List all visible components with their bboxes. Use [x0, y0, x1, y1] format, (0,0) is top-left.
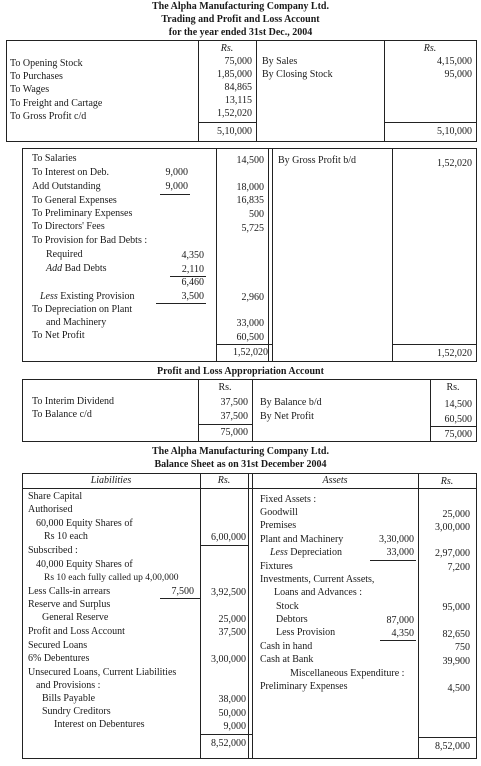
- head-rs-right: Rs.: [440, 476, 454, 487]
- pl-required-label: Required: [46, 249, 83, 260]
- asset-less-prov-inner: 4,350: [391, 628, 414, 639]
- pl-depreciation-label-2: and Machinery: [46, 317, 107, 328]
- asset-debtors-amount: 82,650: [442, 629, 470, 640]
- pl-preliminary-label: To Preliminary Expenses: [32, 208, 133, 219]
- asset-plant-inner: 3,30,000: [379, 534, 414, 545]
- account-period: for the year ended 31st Dec., 2004: [168, 27, 313, 38]
- asset-plant: Plant and Machinery: [260, 534, 344, 545]
- asset-fixtures-amount: 7,200: [447, 562, 470, 573]
- pl-required-inner: 4,350: [181, 250, 204, 261]
- pl-outstanding-label: Add Outstanding: [32, 181, 101, 192]
- appropriation-credit-label: By Net Profit: [260, 411, 314, 422]
- asset-prelim: Preliminary Expenses: [260, 681, 348, 692]
- asset-loans: Loans and Advances :: [274, 587, 363, 598]
- asset-prelim-amount: 4,500: [447, 683, 470, 694]
- liab-total: 8,52,000: [211, 738, 246, 749]
- asset-cash-hand: Cash in hand: [260, 641, 313, 652]
- appropriation-credit-amount: 60,500: [444, 414, 472, 425]
- trading-credit-label: By Sales: [262, 56, 298, 67]
- liab-creditors: Sundry Creditors: [42, 706, 111, 717]
- company-name: The Alpha Manufacturing Company Ltd.: [152, 1, 329, 12]
- trading-credit-amount: 4,15,000: [437, 56, 472, 67]
- liab-bills: Bills Payable: [42, 693, 96, 704]
- pl-outstanding-amount: 18,000: [236, 182, 264, 193]
- pl-depreciation-amount: 33,000: [236, 318, 264, 329]
- asset-cash-hand-amount: 750: [455, 642, 470, 653]
- liab-general-reserve: General Reserve: [42, 612, 109, 623]
- head-assets: Assets: [322, 475, 348, 486]
- liab-subscribed: Subscribed :: [28, 545, 78, 556]
- liab-unsecured-1: Unsecured Loans, Current Liabilities: [28, 667, 177, 678]
- liab-unsecured-2: and Provisions :: [36, 680, 101, 691]
- pl-general-amount: 16,835: [236, 195, 264, 206]
- appropriation-debit-amount: 37,500: [220, 397, 248, 408]
- appropriation-total-left: 75,000: [220, 427, 248, 438]
- pl-credit-amount: 1,52,020: [437, 158, 472, 169]
- appropriation-total-right: 75,000: [444, 429, 472, 440]
- liab-auth-amount: 6,00,000: [211, 532, 246, 543]
- account-title: Trading and Profit and Loss Account: [161, 14, 320, 25]
- pl-outstanding-inner: 9,000: [165, 181, 188, 192]
- appropriation-debit-label: To Interim Dividend: [32, 396, 115, 407]
- asset-premises: Premises: [260, 520, 297, 531]
- trading-credit-label: By Closing Stock: [262, 69, 333, 80]
- liab-authorised: Authorised: [28, 504, 73, 515]
- trading-debit-label: To Opening Stock: [10, 58, 83, 69]
- pl-directors-label: To Directors' Fees: [32, 221, 105, 232]
- liab-sub-1: 40,000 Equity Shares of: [36, 559, 133, 570]
- liab-secured: Secured Loans: [28, 640, 88, 651]
- trading-debit-amount: 13,115: [224, 95, 252, 106]
- appropriation-credit-label: By Balance b/d: [260, 397, 322, 408]
- pl-existing-amount: 2,960: [241, 292, 264, 303]
- trading-debit-label: To Wages: [10, 84, 50, 95]
- liab-interest: Interest on Debentures: [54, 719, 145, 730]
- liab-pl-account-amount: 37,500: [218, 627, 246, 638]
- trading-rs-right: Rs.: [423, 43, 437, 54]
- liab-bills-amount: 38,000: [218, 694, 246, 705]
- trading-debit-amount: 1,85,000: [217, 69, 252, 80]
- asset-less-dep-inner: 33,000: [386, 547, 414, 558]
- trading-debit-amount: 1,52,020: [217, 108, 252, 119]
- appropriation-rs-left: Rs.: [218, 382, 232, 393]
- pl-total-right: 1,52,020: [437, 348, 472, 359]
- trading-debit-label: To Freight and Cartage: [10, 98, 103, 109]
- pl-credit-label: By Gross Profit b/d: [278, 155, 357, 166]
- pl-salaries-label: To Salaries: [32, 153, 77, 164]
- liab-calls-label: Less Calls-in arrears: [28, 586, 111, 597]
- pl-total-left: 1,52,020: [233, 347, 268, 358]
- trading-total-right: 5,10,000: [437, 126, 472, 137]
- trading-debit-amount: 75,000: [224, 56, 252, 67]
- trading-credit-amount: 95,000: [444, 69, 472, 80]
- asset-goodwill-amount: 25,000: [442, 509, 470, 520]
- pl-provision-label: To Provision for Bad Debts :: [32, 235, 148, 246]
- liab-general-reserve-amount: 25,000: [218, 614, 246, 625]
- asset-cash-bank-amount: 39,900: [442, 656, 470, 667]
- appropriation-credit-amount: 14,500: [444, 399, 472, 410]
- liab-auth-2: Rs 10 each: [44, 531, 88, 542]
- liab-debentures: 6% Debentures: [28, 653, 90, 664]
- pl-depreciation-label: To Depreciation on Plant: [32, 304, 133, 315]
- asset-less-prov: Less Provision: [276, 627, 336, 638]
- pl-interest-label: To Interest on Deb.: [32, 167, 110, 178]
- pl-preliminary-amount: 500: [249, 209, 264, 220]
- asset-cash-bank: Cash at Bank: [260, 654, 314, 665]
- asset-misc: Miscellaneous Expenditure :: [290, 668, 405, 679]
- asset-plant-amount: 2,97,000: [435, 548, 470, 559]
- trading-debit-amount: 84,865: [224, 82, 252, 93]
- liab-debentures-amount: 3,00,000: [211, 654, 246, 665]
- asset-total: 8,52,000: [435, 741, 470, 752]
- liab-sub-2: Rs 10 each fully called up 4,00,000: [44, 573, 179, 583]
- pl-add-bad-debts-label: Add Bad Debts: [46, 263, 107, 274]
- appropriation-debit-amount: 37,500: [220, 411, 248, 422]
- pl-existing-label: Less Existing Provision: [40, 291, 135, 302]
- liab-reserve: Reserve and Surplus: [28, 599, 111, 610]
- liab-share-capital: Share Capital: [28, 491, 83, 502]
- trading-debit-label: To Gross Profit c/d: [10, 111, 87, 122]
- liab-calls-inner: 7,500: [171, 586, 194, 597]
- asset-premises-amount: 3,00,000: [435, 522, 470, 533]
- liab-pl-account: Profit and Loss Account: [28, 626, 125, 637]
- balance-company: The Alpha Manufacturing Company Ltd.: [152, 446, 329, 457]
- trading-rs-left: Rs.: [220, 43, 234, 54]
- trading-debit-label: To Purchases: [10, 71, 63, 82]
- pl-directors-amount: 5,725: [241, 223, 264, 234]
- liab-creditors-amount: 50,000: [218, 708, 246, 719]
- liab-interest-amount: 9,000: [223, 721, 246, 732]
- asset-debtors: Debtors: [276, 614, 308, 625]
- balance-title: Balance Sheet as on 31st December 2004: [154, 459, 327, 470]
- liab-calls-amount: 3,92,500: [211, 587, 246, 598]
- pl-add-bad-debts-inner: 2,110: [181, 264, 204, 275]
- liab-auth-1: 60,000 Equity Shares of: [36, 518, 133, 529]
- pl-general-label: To General Expenses: [32, 195, 117, 206]
- pl-bad-debts-subtotal: 6,460: [181, 277, 204, 288]
- head-rs-left: Rs.: [217, 475, 231, 486]
- pl-net-profit-label: To Net Profit: [32, 330, 85, 341]
- pl-net-profit-amount: 60,500: [236, 332, 264, 343]
- asset-goodwill: Goodwill: [260, 507, 298, 518]
- asset-fixed: Fixed Assets :: [260, 494, 317, 505]
- pl-interest-inner: 9,000: [165, 167, 188, 178]
- asset-investments: Investments, Current Assets,: [260, 574, 375, 585]
- appropriation-debit-label: To Balance c/d: [32, 409, 92, 420]
- head-liabilities: Liabilities: [90, 475, 132, 486]
- asset-less-dep: Less Depreciation: [270, 547, 342, 558]
- asset-stock-amount: 95,000: [442, 602, 470, 613]
- pl-existing-inner: 3,500: [181, 291, 204, 302]
- appropriation-rs-right: Rs.: [446, 382, 460, 393]
- trading-total-left: 5,10,000: [217, 126, 252, 137]
- pl-salaries-amount: 14,500: [236, 155, 264, 166]
- asset-debtors-inner: 87,000: [386, 615, 414, 626]
- asset-stock: Stock: [276, 601, 299, 612]
- appropriation-title: Profit and Loss Appropriation Account: [157, 366, 324, 377]
- asset-fixtures: Fixtures: [260, 561, 293, 572]
